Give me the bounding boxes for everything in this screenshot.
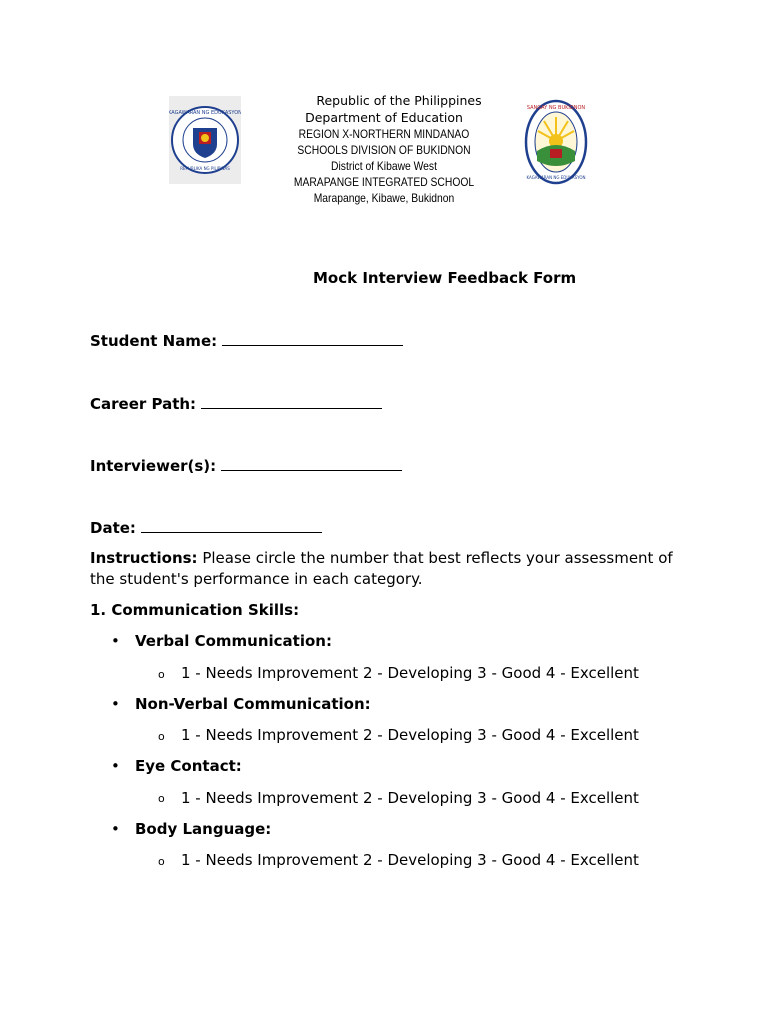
circle-bullet-icon: o: [158, 730, 165, 743]
deped-seal: [169, 96, 241, 184]
header-address: Marapange, Kibawe, Bukidnon: [313, 191, 455, 205]
circle-bullet-icon: o: [158, 668, 165, 681]
date-label: Date:: [90, 519, 136, 537]
bullet-icon: •: [111, 820, 120, 838]
bullet-icon: •: [111, 757, 120, 775]
item-label: Non-Verbal Communication:: [135, 695, 371, 713]
instructions-text-cont: the student's performance in each category.: [90, 570, 423, 588]
svg-text:SANGAY NG BUKIDNON: SANGAY NG BUKIDNON: [526, 105, 586, 111]
instructions: [90, 549, 673, 567]
item-label: Verbal Communication:: [135, 632, 332, 650]
item-label: Eye Contact:: [135, 757, 242, 775]
instructions-text: Please circle the number that best reflects your assessment of: [197, 549, 673, 567]
division-seal: [524, 99, 588, 185]
date-blank[interactable]: [141, 518, 322, 533]
instructions-label: Instructions:: [90, 549, 198, 567]
date-field: [90, 518, 322, 537]
rating-scale: 1 - Needs Improvement 2 - Developing 3 - Good 4 - Excellent: [181, 789, 639, 807]
page-title: Mock Interview Feedback Form: [313, 269, 577, 287]
student-name-label: Student Name:: [90, 332, 218, 350]
section-title: 1. Communication Skills:: [90, 601, 300, 619]
division-seal-icon: [524, 99, 588, 185]
rating-scale: 1 - Needs Improvement 2 - Developing 3 - Good 4 - Excellent: [181, 851, 639, 869]
svg-text:KAGAWARAN NG EDUKASYON: KAGAWARAN NG EDUKASYON: [169, 110, 241, 116]
bullet-icon: •: [111, 695, 120, 713]
career-path-label: Career Path:: [90, 395, 197, 413]
circle-bullet-icon: o: [158, 792, 165, 805]
header-republic: Republic of the Philippines: [316, 93, 482, 108]
svg-text:KAGAWARAN NG EDUKASYON: KAGAWARAN NG EDUKASYON: [526, 175, 586, 180]
header-department: Department of Education: [305, 110, 463, 125]
svg-text:REPUBLIKA NG PILIPINAS: REPUBLIKA NG PILIPINAS: [180, 166, 230, 171]
header-district: District of Kibawe West: [331, 159, 437, 173]
circle-bullet-icon: o: [158, 855, 165, 868]
career-path-field: [90, 394, 382, 413]
bullet-icon: •: [111, 632, 120, 650]
student-name-blank[interactable]: [222, 331, 403, 346]
student-name-field: [90, 331, 403, 350]
interviewer-field: [90, 456, 402, 475]
interviewer-blank[interactable]: [221, 456, 402, 471]
header-region: REGION X-NORTHERN MINDANAO: [298, 127, 470, 141]
deped-seal-icon: [169, 96, 241, 184]
interviewer-label: Interviewer(s):: [90, 457, 217, 475]
rating-scale: 1 - Needs Improvement 2 - Developing 3 - Good 4 - Excellent: [181, 664, 639, 682]
rating-scale: 1 - Needs Improvement 2 - Developing 3 - Good 4 - Excellent: [181, 726, 639, 744]
header-school: MARAPANGE INTEGRATED SCHOOL: [293, 175, 475, 189]
career-path-blank[interactable]: [201, 394, 382, 409]
item-label: Body Language:: [135, 820, 272, 838]
header-division: SCHOOLS DIVISION OF BUKIDNON: [297, 143, 471, 157]
